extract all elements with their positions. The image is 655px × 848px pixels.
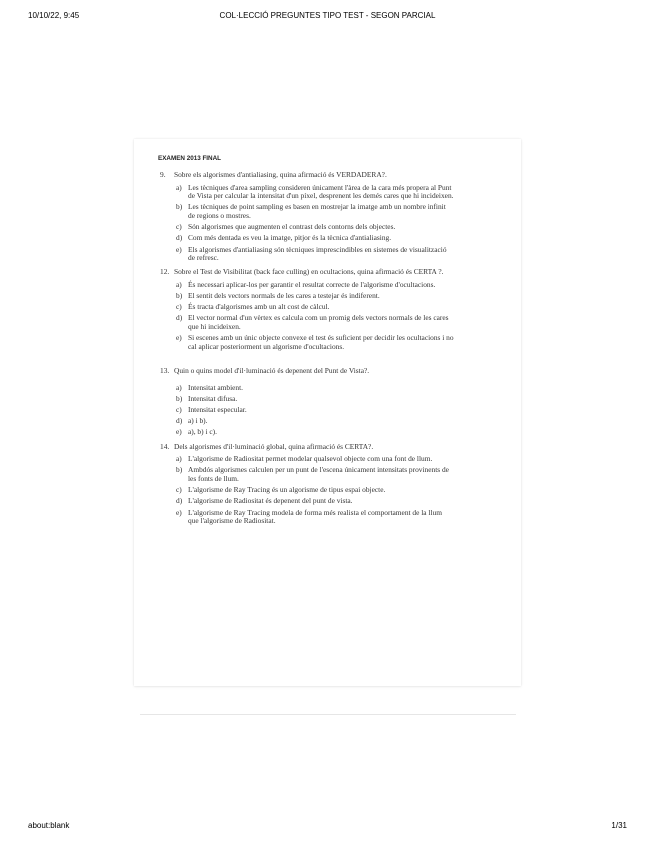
option-b	[160, 395, 454, 404]
print-url: about:blank	[28, 821, 70, 830]
option-text: Els algorismes d'antialiasing són tècniques imprescindibles en sistemes de visualització de refresc.	[188, 244, 447, 263]
question-9	[160, 171, 454, 263]
option-letter: a)	[176, 182, 182, 192]
option-letter: d)	[176, 496, 183, 506]
option-letter: e)	[176, 427, 182, 437]
option-text: a), b) i c).	[188, 427, 217, 437]
option-letter: a)	[176, 382, 182, 392]
option-letter: a)	[176, 279, 182, 289]
print-page-title: COL·LECCIÓ PREGUNTES TIPO TEST - SEGON PARCIAL	[219, 11, 436, 20]
option-b	[160, 466, 454, 483]
option-text: El sentit dels vectors normals de les cares a testejar és indiferent.	[188, 291, 380, 301]
question-number: 14.	[160, 441, 170, 451]
print-page-count: 1/31	[611, 821, 627, 830]
option-d	[160, 417, 454, 426]
question-text: Dels algorismes d'il·luminació global, quina afirmació és CERTA?.	[174, 441, 374, 451]
option-text: El vector normal d'un vèrtex es calcula com un promig dels vectors normals de les cares que hi incideixen.	[188, 313, 449, 332]
option-text: L'algorisme de Radiositat és depenent del punt de vista.	[188, 496, 353, 506]
option-letter: d)	[176, 233, 183, 243]
option-d	[160, 234, 454, 243]
option-letter: c)	[176, 405, 182, 414]
question-number: 13.	[160, 366, 170, 376]
option-text: És necessari aplicar-los per garantir el resultat correcte de l'algorisme d'ocultacions.	[188, 279, 436, 289]
question-stem	[160, 171, 454, 180]
option-text: Són algorismes que augmenten el contrast dels contorns dels objectes.	[188, 222, 396, 232]
option-letter: c)	[176, 222, 182, 232]
question-text: Sobre els algorismes d'antialiasing, quina afirmació és VERDADERA?.	[174, 170, 387, 179]
question-13	[160, 367, 454, 437]
option-d	[160, 314, 454, 331]
option-text: L'algorisme de Radiositat permet modelar qualsevol objecte com una font de llum.	[188, 454, 433, 464]
option-c	[160, 486, 454, 495]
option-b	[160, 292, 454, 301]
option-e	[160, 334, 454, 351]
option-letter: d)	[176, 313, 183, 323]
option-c	[160, 303, 454, 312]
option-text: Com més dentada es veu la imatge, pitjor és la tècnica d'antialiasing.	[188, 233, 392, 243]
options-list	[160, 384, 454, 437]
options-list	[160, 184, 454, 263]
question-number: 9.	[160, 170, 166, 179]
question-14	[160, 443, 454, 526]
question-number: 12.	[160, 267, 170, 277]
option-text: Intensitat ambient.	[188, 382, 244, 392]
option-text: Ambdós algorismes calculen per un punt de l'escena únicament intensitats provinents de les fonts de llum.	[188, 465, 449, 483]
question-12	[160, 268, 454, 351]
option-text: L'algorisme de Ray Tracing és un algorisme de tipus espai objecte.	[188, 485, 386, 495]
option-letter: e)	[176, 507, 182, 517]
question-text: Quin o quins model d'il·luminació és depenent del Punt de Vista?.	[174, 366, 370, 376]
option-letter: e)	[176, 244, 182, 254]
option-text: a) i b).	[188, 416, 208, 426]
option-a	[160, 384, 454, 393]
option-a	[160, 184, 454, 201]
question-stem	[160, 268, 454, 277]
option-e	[160, 509, 454, 526]
options-list	[160, 455, 454, 526]
option-letter: b)	[176, 291, 183, 301]
option-text: Intensitat especular.	[188, 405, 247, 414]
option-e	[160, 428, 454, 437]
option-b	[160, 203, 454, 220]
option-e	[160, 246, 454, 263]
option-d	[160, 497, 454, 506]
question-text: Sobre el Test de Visibilitat (back face culling) en ocultacions, quina afirmació és CERTA ?.	[174, 267, 444, 277]
exam-title: EXAMEN 2013 FINAL	[158, 155, 221, 162]
option-text: L'algorisme de Ray Tracing modela de forma més realista el comportament de la llum que l'algorisme de Radiositat.	[188, 507, 442, 526]
option-letter: d)	[176, 416, 183, 426]
option-letter: a)	[176, 454, 182, 464]
option-letter: c)	[176, 485, 182, 495]
divider	[140, 714, 516, 715]
option-letter: e)	[176, 333, 182, 343]
question-stem	[160, 367, 454, 376]
option-c	[160, 223, 454, 232]
options-list	[160, 281, 454, 352]
question-stem	[160, 443, 454, 452]
option-text: Les tècniques de point sampling es basen en mostrejar la imatge amb un nombre infinit de regions o mostres.	[188, 202, 446, 220]
option-letter: c)	[176, 302, 182, 312]
option-a	[160, 455, 454, 464]
print-datetime: 10/10/22, 9:45	[28, 11, 80, 20]
option-c	[160, 406, 454, 415]
option-text: Intensitat difusa.	[188, 393, 238, 403]
option-letter: b)	[176, 202, 183, 212]
option-text: Si escenes amb un únic objecte convexe el test és suficient per decidir les ocultacions i no cal aplicar posteriorment un algorisme d'ocultacions.	[188, 333, 454, 351]
exam-content	[160, 155, 454, 528]
option-letter: b)	[176, 465, 183, 475]
option-a	[160, 281, 454, 290]
option-text: Les tècniques d'area sampling consideren únicament l'àrea de la cara més propera al Punt de Vista per calcular la intensitat d'un píxel, desprenent les demés cares que hi incideixen.	[188, 182, 454, 201]
option-text: És tracta d'algorismes amb un alt cost de càlcul.	[188, 302, 330, 312]
option-letter: b)	[176, 393, 183, 403]
